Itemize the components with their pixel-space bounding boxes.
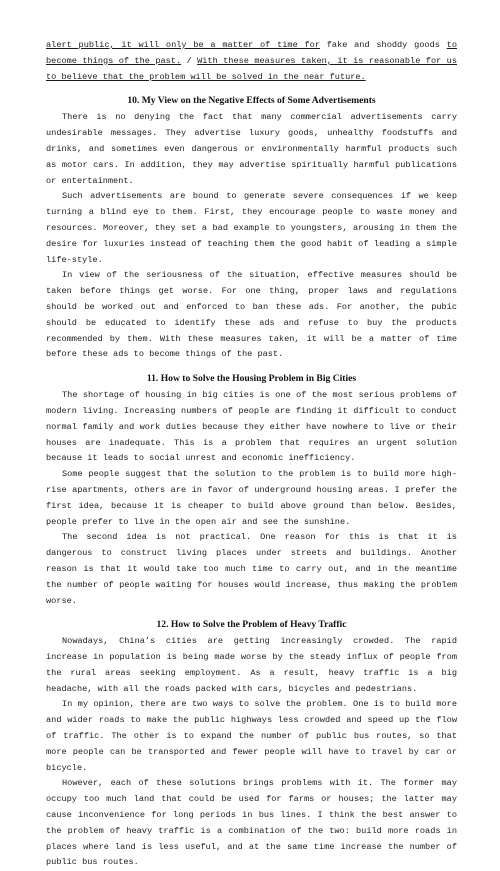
intro-underlined-text-a: alert public, it will only be a matter of time for	[46, 40, 320, 50]
paragraph: However, each of these solutions brings problems with it. The former may occupy too much land that could be used for farms or houses; the latter may cause inconvenience for long periods in bus lines. I think the best answer to the problem of heavy traffic is a combination of the two: build more roads in places where land is less useful, and at the same time increase the number of public bus routes.	[46, 778, 457, 868]
paragraph: In my opinion, there are two ways to solve the problem. One is to build more and wider roads to make the public highways less crowded and speed up the flow of traffic. The other is to expand the number of public bus routes, so that more people can be transported and fewer people will have to travel by car or bicycle.	[46, 699, 457, 773]
intro-plain-text: fake and shoddy goods	[319, 40, 447, 50]
paragraph: The second idea is not practical. One reason for this is that it is dangerous to construct living places under streets and buildings. Another reason is that it would take too much time to carry out, and in the meantime the number of people waiting for houses would increase, thus making the problem worse.	[46, 532, 457, 606]
paragraph: Some people suggest that the solution to the problem is to build more high-rise apartments, others are in favor of underground housing areas. I prefer the first idea, because it is cheaper to build above ground than below. Besides, people prefer to live in the open air and see the sunshine.	[46, 469, 457, 527]
paragraph: Such advertisements are bound to generate severe consequences if we keep turning a blind eye to them. First, they encourage people to waste money and resources. Moreover, they set a bad example to youngsters, arousing in them the desire for luxuries instead of teaching them the good habit of leading a simple life-style.	[46, 191, 457, 265]
section-12	[46, 618, 457, 871]
section-11	[46, 372, 457, 609]
intro-paragraph	[46, 38, 457, 85]
section-title: 11. How to Solve the Housing Problem in Big Cities	[146, 373, 357, 385]
intro-underlined-text-b: to become things of the past.	[46, 40, 457, 66]
section-title: 10. My View on the Negative Effects of Some Advertisements	[127, 95, 376, 107]
paragraph: The shortage of housing in big cities is one of the most serious problems of modern living. Increasing numbers of people are finding it difficult to conduct normal family and work duties because they either have nowhere to live or their houses are inadequate. This is a problem that requires an urgent solution because it leads to social unrest and economic inefficiency.	[46, 390, 457, 464]
section-title: 12. How to Solve the Problem of Heavy Traffic	[156, 619, 347, 631]
intro-underlined-text-c: With these measures taken, it is reasonable for us to believe that the problem will be solved in the near future.	[46, 55, 457, 82]
paragraph: There is no denying the fact that many commercial advertisements carry undesirable messages. They advertise luxury goods, unhealthy foodstuffs and drinks, and sometimes even dangerous or environmentally harmful products such as motor cars. In addition, they may advertise spiritually harmful publications or entertainment.	[46, 112, 457, 186]
section-10	[46, 94, 457, 363]
paragraph: Nowadays, China’s cities are getting increasingly crowded. The rapid increase in population is being made worse by the steady influx of people from the rural areas seeking employment. As a result, heavy traffic is a big headache, with all the roads packed with cars, bicycles and pedestrians.	[46, 636, 457, 694]
paragraph: In view of the seriousness of the situation, effective measures should be taken before things get worse. For one thing, proper laws and regulations should be worked out and enforced to ban these ads. For another, the pubic should be educated to identify these ads and refuse to buy the products recommended by them. With these measures taken, it will be a matter of time before these ads to become things of the past.	[46, 270, 457, 360]
intro-separator: /	[181, 55, 198, 66]
